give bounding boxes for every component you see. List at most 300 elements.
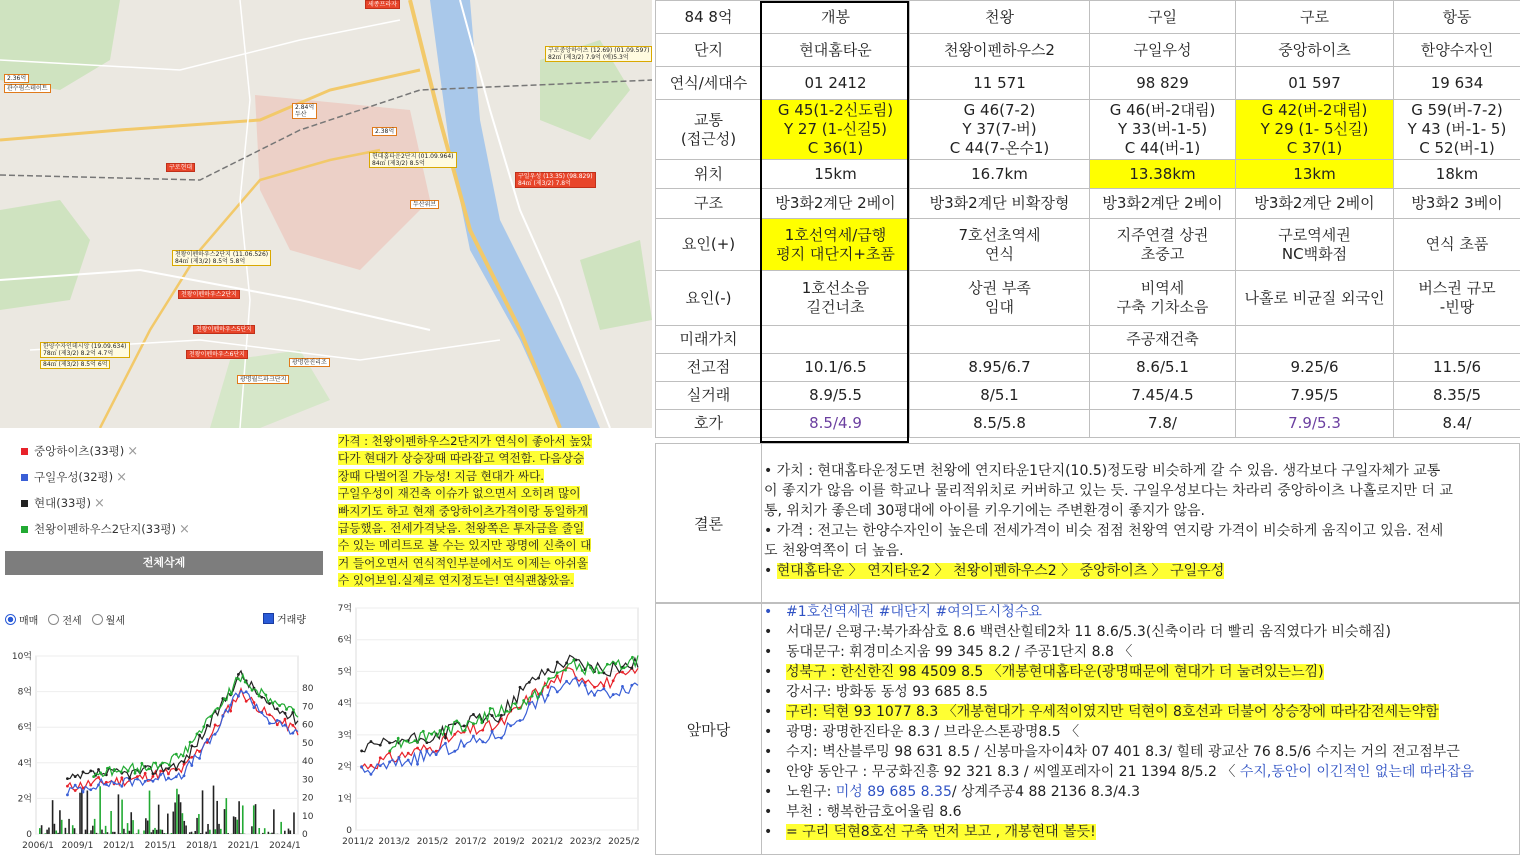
volume-bar <box>180 802 182 834</box>
legend-label: 구일우성(32평) <box>34 470 114 484</box>
data-point <box>414 739 417 742</box>
data-point <box>276 723 279 726</box>
data-point <box>584 684 587 687</box>
volume-bar <box>216 801 218 834</box>
table-cell: 11 571 <box>910 67 1090 100</box>
table-cell: 구로 <box>1236 1 1394 34</box>
volume-bar <box>143 831 145 834</box>
row-label: 요인(+) <box>656 219 762 271</box>
marker-sub: 84㎥ (제3/2) 7.8억 <box>518 180 571 187</box>
volume-bar <box>158 805 160 834</box>
row-label: 실거래 <box>656 382 762 410</box>
volume-bar <box>129 831 131 834</box>
data-point <box>531 695 534 698</box>
y2-tick-label: 10 <box>302 811 314 822</box>
marker-sub: 두산 <box>295 111 307 118</box>
map-view[interactable] <box>0 0 652 428</box>
map-marker[interactable] <box>172 250 271 266</box>
volume-bar <box>74 828 76 834</box>
marker-title: 현대홈타운2단지 (01.09.964) <box>372 153 454 160</box>
legend-label: 천왕이펜하우스2단지(33평) <box>34 522 177 536</box>
data-point <box>229 704 232 707</box>
note-line: 급등했음. 전세가격낮음. 천왕쪽은 투자금을 줄일 <box>338 521 585 536</box>
data-point <box>206 724 209 727</box>
map-marker[interactable]: 84㎥ (제3/2) 8.5억 6억 <box>40 360 110 369</box>
data-point <box>245 700 248 703</box>
table-cell: 방3화2계단 비확장형 <box>910 189 1090 219</box>
volume-bar <box>149 791 151 834</box>
table-cell <box>1236 326 1394 354</box>
volume-bar <box>213 786 215 834</box>
data-point <box>589 666 592 669</box>
forward-text: 부천 : 행복한금호어울림 8.6 <box>786 804 962 820</box>
legend-swatch <box>21 500 28 507</box>
y2-tick-label: 20 <box>302 793 314 804</box>
table-cell: 버스권 규모 -빈땅 <box>1394 271 1520 326</box>
note-line: 수 있는 메리트로 볼 수는 있지만 광명에 신축이 대 <box>338 538 592 553</box>
volume-bar <box>103 833 105 834</box>
data-point <box>435 753 438 756</box>
x-tick-label: 2019/2 <box>493 837 525 847</box>
volume-bar <box>268 832 270 834</box>
data-point <box>237 677 240 680</box>
data-point <box>491 714 494 717</box>
table-cell: 19 634 <box>1394 67 1520 100</box>
y-tick-label: 8억 <box>17 687 32 698</box>
data-point <box>120 785 123 788</box>
data-point <box>136 775 139 778</box>
marker-sub: 84㎥ (제3/2) 8.5억 <box>372 160 425 167</box>
data-point <box>209 715 212 718</box>
price-chart-recent <box>330 598 652 855</box>
legend-swatch <box>21 526 28 533</box>
forward-text: 수지: 벽산블루밍 98 631 8.5 / 신봉마을자이4차 07 401 8.3/ 힐테 광교산 76 8.5/6 수지는 거의 전고점부근 <box>786 744 1460 760</box>
volume-bar <box>121 800 123 834</box>
forward-text: 동대문구: 휘경미소지움 99 345 8.2 / 주공1단지 8.8 〈 <box>786 644 1133 660</box>
table-cell: 방3화2계단 2베이 <box>1090 189 1236 219</box>
volume-bar <box>110 811 112 834</box>
x-tick-label: 2015/2 <box>416 837 449 847</box>
bullet: • <box>764 744 773 760</box>
marker-title: 구일우성 (13.35) (98.829) <box>518 173 593 180</box>
map-marker[interactable]: 구로현대 <box>166 163 195 172</box>
radio-label: 전세 <box>62 615 82 627</box>
map-marker[interactable]: 세종프라자 <box>365 0 400 9</box>
table-row <box>656 382 1520 410</box>
data-point <box>89 788 92 791</box>
table-cell: 7.9/5.3 <box>1236 410 1394 438</box>
volume-bar <box>258 828 260 834</box>
data-point <box>537 677 540 680</box>
volume-bar <box>233 816 235 834</box>
data-point <box>196 732 199 735</box>
comparison-table <box>655 0 1520 438</box>
map-marker[interactable]: 관수림스테이트 <box>4 84 51 93</box>
volume-bar <box>227 833 229 834</box>
x-tick-label: 2023/2 <box>569 837 602 847</box>
x-tick-label: 2021/1 <box>227 841 260 851</box>
data-point <box>251 689 254 692</box>
table-cell: 항동 <box>1394 1 1520 34</box>
data-point <box>66 785 69 788</box>
data-point <box>455 720 458 723</box>
data-point <box>556 671 559 674</box>
table-cell: 구일우성 <box>1090 34 1236 67</box>
table-row <box>656 219 1520 271</box>
table-row <box>656 1 1520 34</box>
forward-line <box>764 622 1519 642</box>
data-point <box>214 733 217 736</box>
table-cell: 구일 <box>1090 1 1236 34</box>
volume-bar <box>160 829 162 834</box>
table-cell <box>762 326 910 354</box>
map-marker[interactable]: 2.36억 <box>4 74 29 83</box>
table-cell: 주공재건축 <box>1090 326 1236 354</box>
data-point <box>258 695 261 698</box>
data-point <box>144 772 147 775</box>
volume-bar <box>145 818 147 834</box>
x-tick-label: 2021/2 <box>531 837 564 847</box>
map-marker[interactable]: 광명한진리조 <box>289 358 330 367</box>
data-point <box>444 742 447 745</box>
conclusion-body <box>764 461 1519 581</box>
table-cell <box>910 326 1090 354</box>
data-point <box>407 752 410 755</box>
data-point <box>66 777 69 780</box>
data-point <box>425 749 428 752</box>
data-point <box>99 771 102 774</box>
y-tick-label: 4억 <box>17 758 32 769</box>
y-tick-label: 7억 <box>337 604 352 614</box>
y-tick-label: 2억 <box>337 762 352 773</box>
map-marker[interactable]: 천왕이펜하우스5단지 <box>193 325 255 334</box>
conclusion-line: 이 좋지가 않음 이를 학교나 물리적위치로 커버하고 있는 듯. 구일우성보다는 차라리 중앙하이츠 나홀로지만 더 교 <box>764 483 1453 499</box>
data-point <box>190 756 193 759</box>
data-point <box>260 696 263 699</box>
data-point <box>574 677 577 680</box>
data-point <box>612 679 615 682</box>
data-point <box>237 673 240 676</box>
legend-label: 현대(33평) <box>34 496 91 510</box>
volume-bar <box>46 830 48 834</box>
table-cell: 한양수자인 <box>1394 34 1520 67</box>
data-point <box>379 756 382 759</box>
data-point <box>593 686 596 689</box>
volume-bar <box>290 830 292 834</box>
map-marker[interactable] <box>40 342 130 358</box>
table-row <box>656 34 1520 67</box>
data-point <box>556 691 559 694</box>
legend-item[interactable] <box>5 490 325 516</box>
close-icon[interactable]: × <box>179 521 190 537</box>
volume-bar <box>96 833 98 834</box>
map-marker[interactable]: 2.38억 <box>372 127 397 136</box>
volume-bar <box>224 809 226 834</box>
data-point <box>539 692 542 695</box>
forward-text: 성북구 : 한신한진 98 4509 8.5 〈개봉현대홈타운(광명때문에 현대가 더 눌려있는느낌) <box>786 664 1324 680</box>
conclusion-label: 결론 <box>656 444 762 602</box>
data-point <box>190 764 193 767</box>
volume-bar <box>152 830 154 834</box>
data-point <box>82 791 85 794</box>
data-point <box>602 687 605 690</box>
volume-bar <box>39 828 41 834</box>
table-cell: 구로역세권 NC백화점 <box>1236 219 1394 271</box>
data-point <box>472 735 475 738</box>
bullet: • <box>764 604 773 620</box>
volume-bar <box>72 825 74 834</box>
marker-sub: 82㎥ (제3/2) 7.9억 (예)5.3억 <box>548 54 629 61</box>
data-point <box>113 768 116 771</box>
forward-line <box>764 822 1519 842</box>
data-point <box>66 793 69 796</box>
data-point <box>223 697 226 700</box>
data-point <box>175 768 178 771</box>
data-point <box>147 767 150 770</box>
forward-text: / 상계주공4 88 2136 8.3/4.3 <box>951 784 1141 800</box>
table-cell: 천왕 <box>910 1 1090 34</box>
data-point <box>276 707 279 710</box>
note-line: 거 들어오면서 연식적인부분에서도 이제는 아쉬울 <box>338 555 588 570</box>
forward-highlight: 미성 89 685 8.35 <box>835 784 952 800</box>
close-icon[interactable]: × <box>93 495 105 511</box>
row-label: 미래가치 <box>656 326 762 354</box>
table-cell: 방3화2계단 2베이 <box>1236 189 1394 219</box>
marker-title: 2.84억 <box>295 104 315 111</box>
data-point <box>82 771 85 774</box>
bullet: • <box>764 624 773 640</box>
data-point <box>360 765 363 768</box>
volume-bar <box>251 826 253 834</box>
table-cell: 비역세 구축 기차소음 <box>1090 271 1236 326</box>
x-tick-label: 2024/1 <box>269 841 301 851</box>
volume-bar <box>66 833 68 834</box>
data-point <box>631 656 634 659</box>
volume-bar <box>61 820 63 834</box>
marker-sub: 78㎥ (제3/2) 8.2억 4.7억 <box>43 350 114 357</box>
data-point <box>113 781 116 784</box>
data-point <box>74 775 77 778</box>
close-icon[interactable]: × <box>127 443 139 459</box>
table-cell: 8.95/6.7 <box>910 354 1090 382</box>
y-tick-label: 3억 <box>337 730 352 741</box>
data-point <box>144 780 147 783</box>
data-point <box>547 677 550 680</box>
forward-section <box>655 603 1520 855</box>
table-cell: 현대홈타운 <box>762 34 910 67</box>
forward-line <box>764 702 1519 722</box>
data-point <box>447 727 450 730</box>
data-point <box>430 733 433 736</box>
map-marker[interactable] <box>292 103 317 119</box>
data-point <box>120 771 123 774</box>
close-icon[interactable]: × <box>116 469 128 485</box>
legend-list <box>5 438 325 542</box>
data-point <box>481 729 484 732</box>
volume-bar <box>85 830 87 834</box>
forward-line <box>764 762 1519 782</box>
volume-checkbox[interactable] <box>263 611 306 626</box>
map-marker[interactable] <box>515 172 596 188</box>
bullet: • <box>764 804 773 820</box>
y2-tick-label: 70 <box>302 702 314 713</box>
data-point <box>614 662 617 665</box>
clear-all-button[interactable]: 전체삭제 <box>5 551 323 575</box>
data-point <box>370 764 373 767</box>
volume-bar <box>41 825 43 834</box>
volume-bar <box>107 832 109 834</box>
forward-text: 서대문/ 은평구:북가좌삼호 8.6 백련산힐테2차 11 8.6/5.3(신축이라 더 빨리 움직였다가 비슷해짐) <box>786 624 1391 640</box>
legend-item[interactable] <box>5 464 325 490</box>
forward-highlight: 수지,동안이 이긴적인 없는데 따라잡음 <box>1239 764 1474 780</box>
radio-monthly[interactable] <box>92 612 125 627</box>
volume-bar <box>130 812 132 834</box>
bullet: • <box>764 563 777 579</box>
volume-label: 거래량 <box>277 615 306 626</box>
map-marker[interactable]: 광명월드파크단지 <box>237 375 289 384</box>
volume-bar <box>125 833 127 834</box>
data-point <box>565 662 568 665</box>
row-label: 구조 <box>656 189 762 219</box>
data-point <box>183 761 186 764</box>
forward-line <box>764 722 1519 742</box>
radio-jeonse[interactable] <box>48 612 81 627</box>
y-tick-label: 6억 <box>337 635 352 646</box>
y2-tick-label: 80 <box>302 684 314 695</box>
data-point <box>120 776 123 779</box>
y-tick-label: 6억 <box>17 723 32 734</box>
volume-bar <box>273 809 275 834</box>
data-point <box>556 661 559 664</box>
note-line: 수 있어보임.실제로 연지정도는! 연식괜찮았음. <box>338 573 574 588</box>
data-point <box>97 768 100 771</box>
table-cell: G 46(7-2) Y 37(7-버) C 44(7-온수1) <box>910 100 1090 160</box>
data-point <box>237 695 240 698</box>
note-line: 가격 : 천왕이펜하우스2단지가 연식이 좋아서 높았 <box>338 434 592 448</box>
volume-bar <box>171 833 173 834</box>
data-point <box>206 738 209 741</box>
data-point <box>183 774 186 777</box>
volume-bar <box>207 824 209 834</box>
data-point <box>167 777 170 780</box>
map-marker[interactable] <box>369 152 457 168</box>
table-cell: 18km <box>1394 160 1520 189</box>
table-cell: 15km <box>762 160 910 189</box>
bullet: • <box>764 684 773 700</box>
data-point <box>190 745 193 748</box>
volume-bar <box>92 826 94 834</box>
volume-bar <box>271 833 273 834</box>
data-point <box>245 690 248 693</box>
volume-bar <box>226 798 228 834</box>
legend-item[interactable] <box>5 438 325 464</box>
data-point <box>453 750 456 753</box>
table-row <box>656 189 1520 219</box>
volume-bar <box>176 789 178 834</box>
data-point <box>214 724 217 727</box>
volume-bar <box>238 801 240 834</box>
data-point <box>175 775 178 778</box>
volume-bar <box>119 833 121 834</box>
data-point <box>189 741 192 744</box>
data-point <box>278 704 281 707</box>
volume-bar <box>114 832 116 834</box>
legend-item[interactable] <box>5 516 325 542</box>
volume-bar <box>163 833 165 834</box>
row-label: 요인(-) <box>656 271 762 326</box>
table-cell: 7.8/ <box>1090 410 1236 438</box>
y-tick-label: 10억 <box>11 652 32 662</box>
table-row <box>656 326 1520 354</box>
table-cell: 16.7km <box>910 160 1090 189</box>
volume-bar <box>90 830 92 834</box>
table-cell: 13.38km <box>1090 160 1236 189</box>
volume-bar <box>189 832 191 834</box>
data-point <box>500 737 503 740</box>
table-cell: G 42(버-2대림) Y 29 (1- 5신길) C 37(1) <box>1236 100 1394 160</box>
marker-title: 천왕이펜하우스2단지 (11.06.526) <box>175 251 269 258</box>
radio-label: 월세 <box>105 615 125 627</box>
volume-bar <box>65 828 67 834</box>
volume-bar <box>196 818 198 834</box>
data-point <box>244 681 247 684</box>
map-marker[interactable] <box>545 46 652 62</box>
volume-bar <box>81 789 83 834</box>
data-point <box>547 694 550 697</box>
data-point <box>480 721 483 724</box>
data-point <box>581 669 584 672</box>
data-point <box>519 719 522 722</box>
data-point <box>268 702 271 705</box>
x-tick-label: 2006/1 <box>22 841 54 851</box>
x-tick-label: 2018/1 <box>186 841 218 851</box>
table-cell: 천왕이펜하우스2 <box>910 34 1090 67</box>
volume-bar <box>198 814 200 834</box>
table-cell: 방3화2 3베이 <box>1394 189 1520 219</box>
volume-bar <box>269 833 271 834</box>
bullet: • <box>764 824 773 840</box>
x-tick-label: 2013/2 <box>378 837 411 847</box>
data-point <box>463 725 466 728</box>
table-cell: 7.95/5 <box>1236 382 1394 410</box>
bullet: • <box>764 784 773 800</box>
bullet: • <box>764 704 773 720</box>
data-point <box>284 712 287 715</box>
volume-bar <box>112 832 114 834</box>
data-point <box>136 778 139 781</box>
map-marker[interactable]: 두산위브 <box>410 200 439 209</box>
legend-panel <box>5 438 325 588</box>
y-tick-label: 2억 <box>17 794 32 805</box>
data-point <box>453 733 456 736</box>
y2-tick-label: 40 <box>302 757 314 768</box>
table-cell: 중앙하이츠 <box>1236 34 1394 67</box>
volume-bar <box>123 829 125 834</box>
volume-bar <box>284 831 286 834</box>
data-point <box>630 667 633 670</box>
x-tick-label: 2012/1 <box>103 841 135 851</box>
table-cell: 8.35/5 <box>1394 382 1520 410</box>
table-cell: 8.6/5.1 <box>1090 354 1236 382</box>
volume-bar <box>202 790 204 834</box>
forward-line <box>764 662 1519 682</box>
data-point <box>264 694 267 697</box>
map-marker[interactable]: 천왕이펜하우스2단지 <box>178 290 240 299</box>
data-point <box>481 740 484 743</box>
radio-sale[interactable] <box>5 612 38 627</box>
map-marker[interactable]: 천왕이펜하우스6단지 <box>186 350 248 359</box>
data-point <box>422 730 425 733</box>
